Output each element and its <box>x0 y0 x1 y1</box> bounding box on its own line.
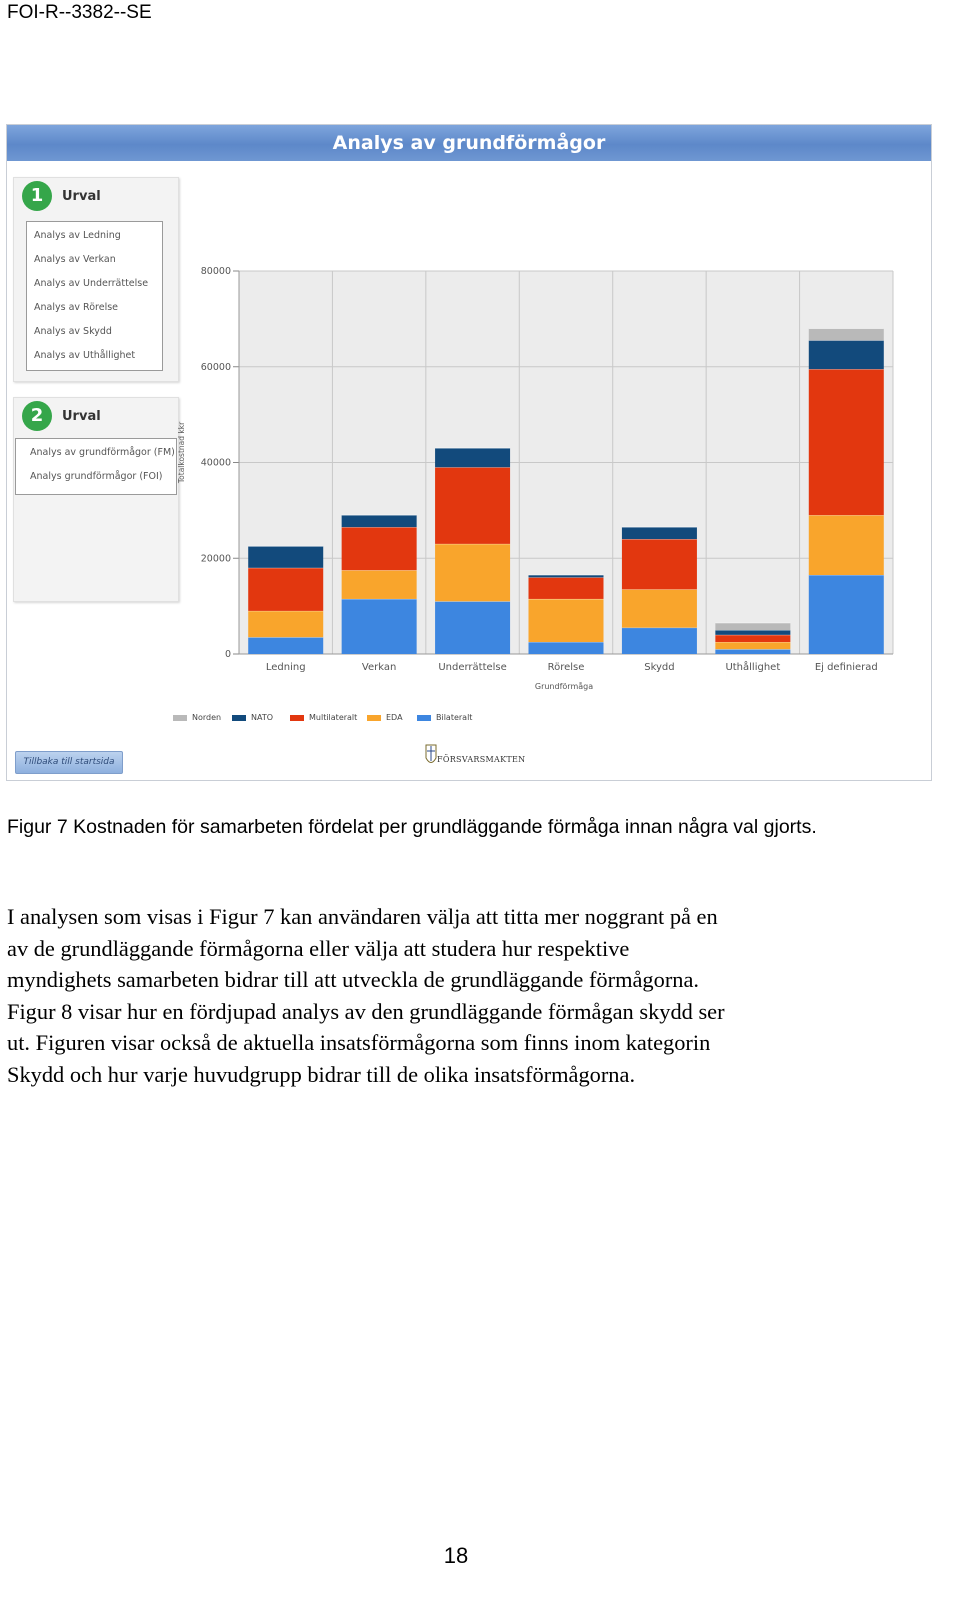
y-axis-title: Totalkostnad kkr <box>177 421 186 484</box>
bar-segment-eda <box>809 515 884 575</box>
x-tick-label: Skydd <box>644 662 675 673</box>
stacked-bar-chart <box>7 125 931 780</box>
bar-segment-nato <box>248 546 323 568</box>
body-line: myndighets samarbeten bidrar till att utveckla de grundläggande förmågorna. <box>7 967 700 993</box>
bar-segment-bilateralt <box>435 601 510 654</box>
panel-1-title: Urval <box>62 189 101 204</box>
bar-segment-eda <box>529 599 604 642</box>
y-tick-label: 60000 <box>200 361 231 373</box>
legend-label: Bilateralt <box>436 713 473 722</box>
bar-segment-norden <box>715 623 790 630</box>
bar-segment-bilateralt <box>715 649 790 654</box>
bar-segment-multilateralt <box>809 369 884 515</box>
bar-segment-nato <box>809 340 884 369</box>
legend-label: EDA <box>386 713 403 722</box>
bar-segment-eda <box>435 544 510 601</box>
legend-swatch <box>290 715 304 721</box>
bar-segment-multilateralt <box>622 539 697 589</box>
legend-label: NATO <box>251 713 274 722</box>
y-tick-label: 20000 <box>200 553 231 565</box>
x-axis-title: Grundförmåga <box>534 682 594 691</box>
legend-swatch <box>173 715 187 721</box>
x-tick-label: Ledning <box>265 662 306 673</box>
body-line: Figur 8 visar hur en fördjupad analys av den grundläggande förmågan skydd ser <box>7 998 725 1024</box>
legend-swatch <box>232 715 246 721</box>
list-item[interactable]: Analys av Uthållighet <box>34 350 136 361</box>
bar-segment-nato <box>622 527 697 539</box>
report-id: FOI-R--3382--SE <box>7 2 152 23</box>
y-tick-label: 80000 <box>200 266 231 277</box>
list-item[interactable]: Analys grundförmågor (FOI) <box>30 471 163 482</box>
body-line: ut. Figuren visar också de aktuella insatsförmågorna som finns inom kategorin <box>7 1030 711 1056</box>
y-tick-label: 40000 <box>200 457 231 469</box>
list-item[interactable]: Analys av Verkan <box>34 254 116 265</box>
list-item[interactable]: Analys av Ledning <box>34 230 121 241</box>
x-tick-label: Underrättelse <box>438 662 507 673</box>
bar-segment-eda <box>622 589 697 627</box>
list-item[interactable]: Analys av grundförmågor (FM) <box>30 447 175 458</box>
bar-segment-bilateralt <box>529 642 604 654</box>
bar-segment-eda <box>248 611 323 637</box>
bar-segment-nato <box>342 515 417 527</box>
bar-segment-bilateralt <box>342 599 417 654</box>
x-tick-label: Ej definierad <box>814 662 878 673</box>
legend-swatch <box>417 715 431 721</box>
back-to-start-button[interactable]: Tillbaka till startsida <box>15 751 123 774</box>
x-tick-label: Rörelse <box>547 662 585 673</box>
bar-segment-nato <box>435 448 510 467</box>
list-item[interactable]: Analys av Underrättelse <box>34 278 149 289</box>
crest-icon <box>425 743 437 771</box>
x-tick-label: Verkan <box>361 662 397 673</box>
brand-text: FÖRSVARSMAKTEN <box>437 755 526 764</box>
body-line: Skydd och hur varje huvudgrupp bidrar till de olika insatsförmågorna. <box>7 1061 636 1087</box>
app-screenshot <box>6 124 932 781</box>
legend-swatch <box>367 715 381 721</box>
bar-segment-multilateralt <box>529 577 604 599</box>
page-number: 18 <box>443 1543 469 1568</box>
bar-segment-multilateralt <box>248 568 323 611</box>
bar-segment-norden <box>809 328 884 340</box>
list-item[interactable]: Analys av Rörelse <box>34 302 118 313</box>
step-2-badge: 2 <box>22 401 52 431</box>
legend-label: Multilateralt <box>309 713 358 722</box>
bar-segment-bilateralt <box>622 628 697 654</box>
bar-segment-eda <box>342 570 417 599</box>
body-line: av de grundläggande förmågorna eller välja att studera hur respektive <box>7 935 630 961</box>
step-1-badge: 1 <box>22 181 52 211</box>
bar-segment-multilateralt <box>435 467 510 544</box>
bar-segment-bilateralt <box>809 575 884 654</box>
bar-segment-nato <box>715 630 790 635</box>
list-item[interactable]: Analys av Skydd <box>34 326 112 337</box>
bar-segment-eda <box>715 642 790 649</box>
y-tick-label: 0 <box>224 649 231 660</box>
panel-2-title: Urval <box>62 409 101 424</box>
bar-segment-multilateralt <box>715 635 790 642</box>
bar-segment-multilateralt <box>342 527 417 570</box>
figure-caption: Figur 7 Kostnaden för samarbeten fördelat per grundläggande förmåga innan några val gjorts. <box>7 816 817 838</box>
app-title: Analys av grundförmågor <box>7 125 931 161</box>
x-tick-label: Uthållighet <box>725 662 781 673</box>
legend-label: Norden <box>192 713 222 722</box>
body-line: I analysen som visas i Figur 7 kan användaren välja att titta mer noggrant på en <box>7 904 718 929</box>
bar-segment-bilateralt <box>248 637 323 654</box>
body-paragraph <box>7 901 907 1091</box>
